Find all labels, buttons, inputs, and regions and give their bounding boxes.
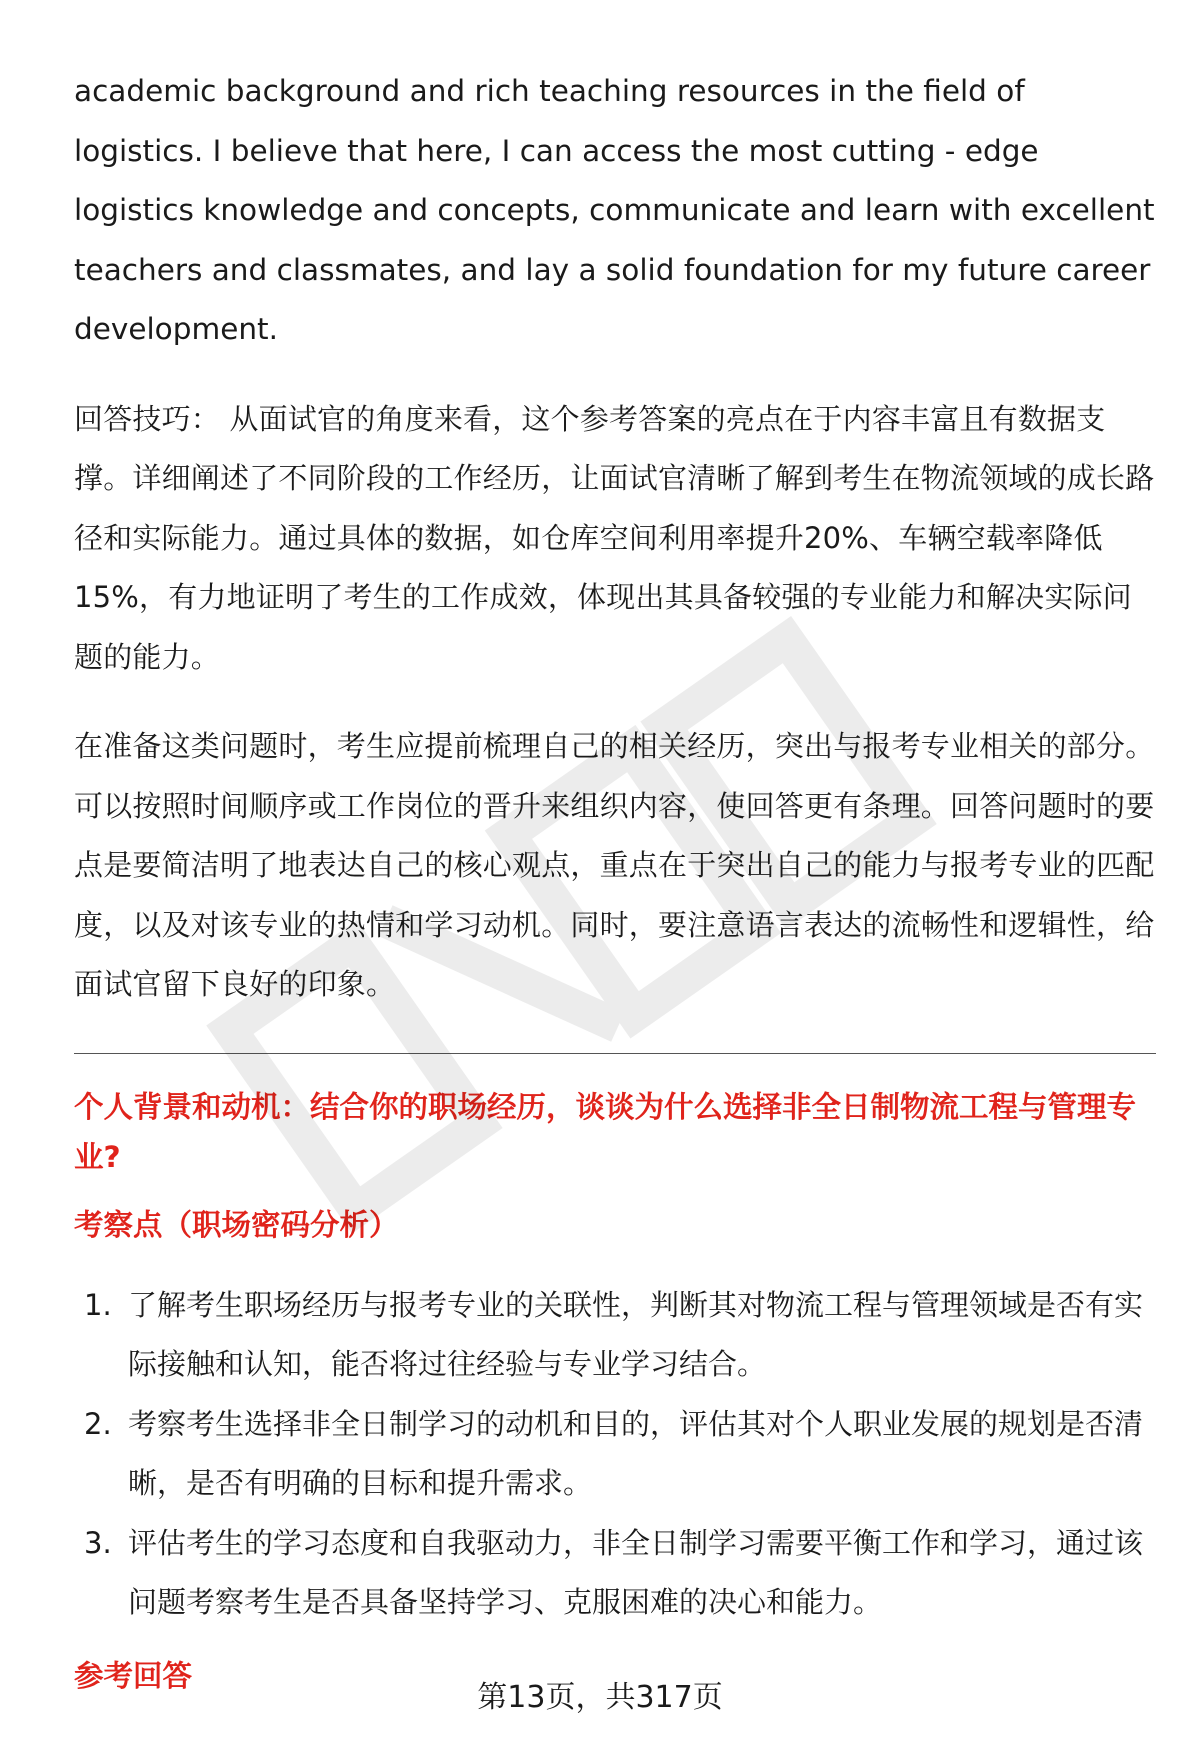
tips-paragraph: 回答技巧： 从面试官的角度来看，这个参考答案的亮点在于内容丰富且有数据支撑。详细阐述了不同阶段的工作经历，让面试官清晰了解到考生在物流领域的成长路径和实际能力。通过具体的数据，如仓库空间利用率提升20%、车辆空载率降低15%，有力地证明了考生的工作成效，体现出其具备较强的专业能力和解决实际问题的能力。 xyxy=(74,401,1155,674)
document-page xyxy=(74,62,1156,1701)
assessment-list xyxy=(74,1276,1156,1633)
question-title: 个人背景和动机：结合你的职场经历，谈谈为什么选择非全日制物流工程与管理专业? xyxy=(74,1089,1137,1174)
assessment-heading: 考察点（职场密码分析） xyxy=(74,1207,399,1242)
prep-paragraph: 在准备这类问题时，考生应提前梳理自己的相关经历，突出与报考专业相关的部分。可以按照时间顺序或工作岗位的晋升来组织内容，使回答更有条理。回答问题时的要点是要简洁明了地表达自己的核心观点，重点在于突出自己的能力与报考专业的匹配度，以及对该专业的热情和学习动机。同时，要注意语言表达的流畅性和逻辑性，给面试官留下良好的印象。 xyxy=(74,729,1155,1001)
list-item-number: 1. xyxy=(84,1287,112,1322)
reference-heading: 参考回答 xyxy=(74,1658,193,1693)
intro-paragraph: academic background and rich teaching resources in the field of logistics. I believe that here, I can access the most cutting - edge logistics knowledge and concepts, communicate and learn with excellent teachers and classmates, and lay a solid foundation for my future career development. xyxy=(74,74,1155,346)
list-item-number: 2. xyxy=(84,1406,112,1441)
page-footer: 第13页，共317页 xyxy=(477,1680,723,1715)
list-item-number: 3. xyxy=(84,1525,112,1560)
section-divider xyxy=(74,1053,1156,1054)
list-item-text: 考察考生选择非全日制学习的动机和目的，评估其对个人职业发展的规划是否清晰，是否有明确的目标和提升需求。 xyxy=(128,1406,1144,1500)
list-item xyxy=(74,1276,1156,1395)
list-item xyxy=(74,1395,1156,1514)
list-item xyxy=(74,1514,1156,1633)
list-item-text: 了解考生职场经历与报考专业的关联性，判断其对物流工程与管理领域是否有实际接触和认知，能否将过往经验与专业学习结合。 xyxy=(128,1287,1144,1381)
list-item-text: 评估考生的学习态度和自我驱动力，非全日制学习需要平衡工作和学习，通过该问题考察考生是否具备坚持学习、克服困难的决心和能力。 xyxy=(128,1525,1144,1619)
